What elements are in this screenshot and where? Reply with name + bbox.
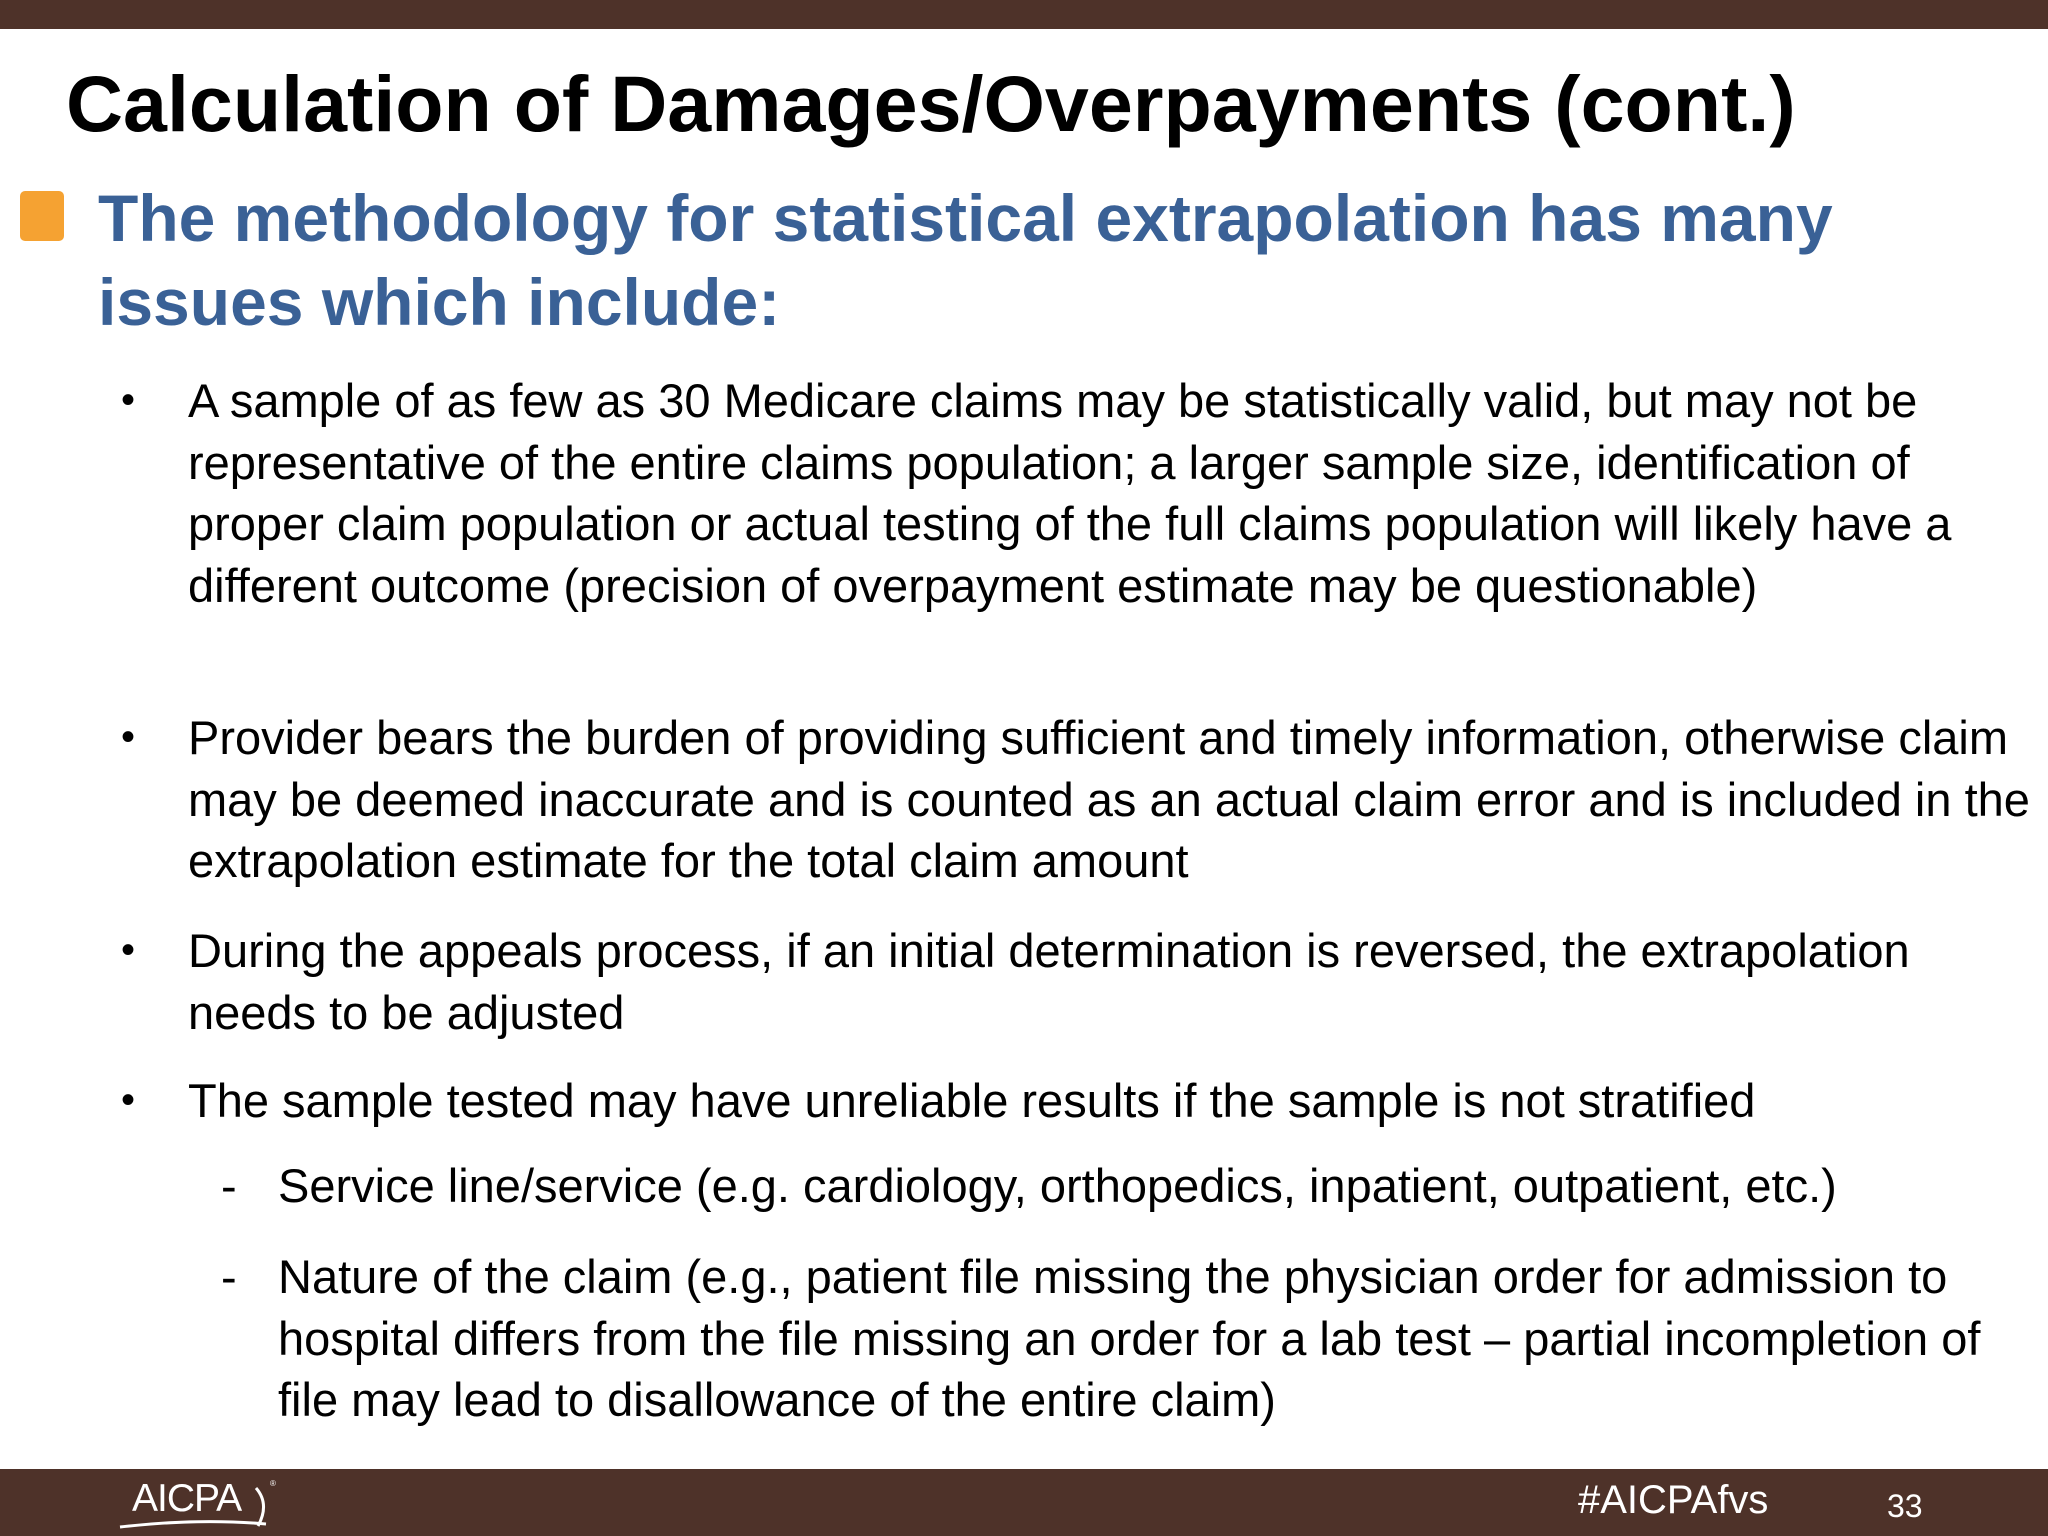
footer-hashtag: #AICPAfvs [1578, 1478, 1769, 1522]
bullet-dot-icon: • [121, 928, 136, 972]
aicpa-logo [118, 1474, 278, 1532]
sub-bullet-text: Nature of the claim (e.g., patient file missing the physician order for admission to hospital differs from the file missing an order for a lab test – partial incompletion of file may lead to disallowance of the entire claim) [278, 1250, 1981, 1426]
bullet-text: During the appeals process, if an initial determination is reversed, the extrapolation needs to be adjusted [188, 924, 1910, 1039]
bullet-item [121, 707, 2038, 892]
logo-text: AICPA [132, 1477, 242, 1520]
bullet-dot-icon: • [121, 378, 136, 422]
sub-bullet-text: Service line/service (e.g. cardiology, orthopedics, inpatient, outpatient, etc.) [278, 1159, 1837, 1212]
bullet-item [121, 370, 2038, 616]
bullet-text: The sample tested may have unreliable results if the sample is not stratified [188, 1074, 1756, 1127]
bullet-item [121, 920, 2038, 1043]
sub-bullet-item [221, 1246, 2018, 1431]
sub-bullet-item [221, 1155, 2018, 1217]
bullet-text: Provider bears the burden of providing sufficient and timely information, otherwise claim may be deemed inaccurate and is counted as an actual claim error and is included in the extrapolation estimate for the total claim amount [188, 711, 2030, 887]
page-number: 33 [1887, 1488, 1923, 1524]
dash-marker: - [221, 1159, 237, 1212]
dash-marker: - [221, 1250, 237, 1303]
svg-text:®: ® [270, 1479, 276, 1488]
bullet-item [121, 1070, 2038, 1132]
bullet-dot-icon: • [121, 715, 136, 759]
slide-title: Calculation of Damages/Overpayments (cont.) [66, 59, 1796, 148]
bullet-text: A sample of as few as 30 Medicare claims may be statistically valid, but may not be representative of the entire claims population; a larger sample size, identification of proper claim population or actual testing of the full claims population will likely have a different outcome (precision of overpayment estimate may be questionable) [188, 374, 1952, 612]
lead-statement: The methodology for statistical extrapolation has many issues which include: [98, 181, 1833, 339]
bullet-dot-icon: • [121, 1078, 136, 1122]
